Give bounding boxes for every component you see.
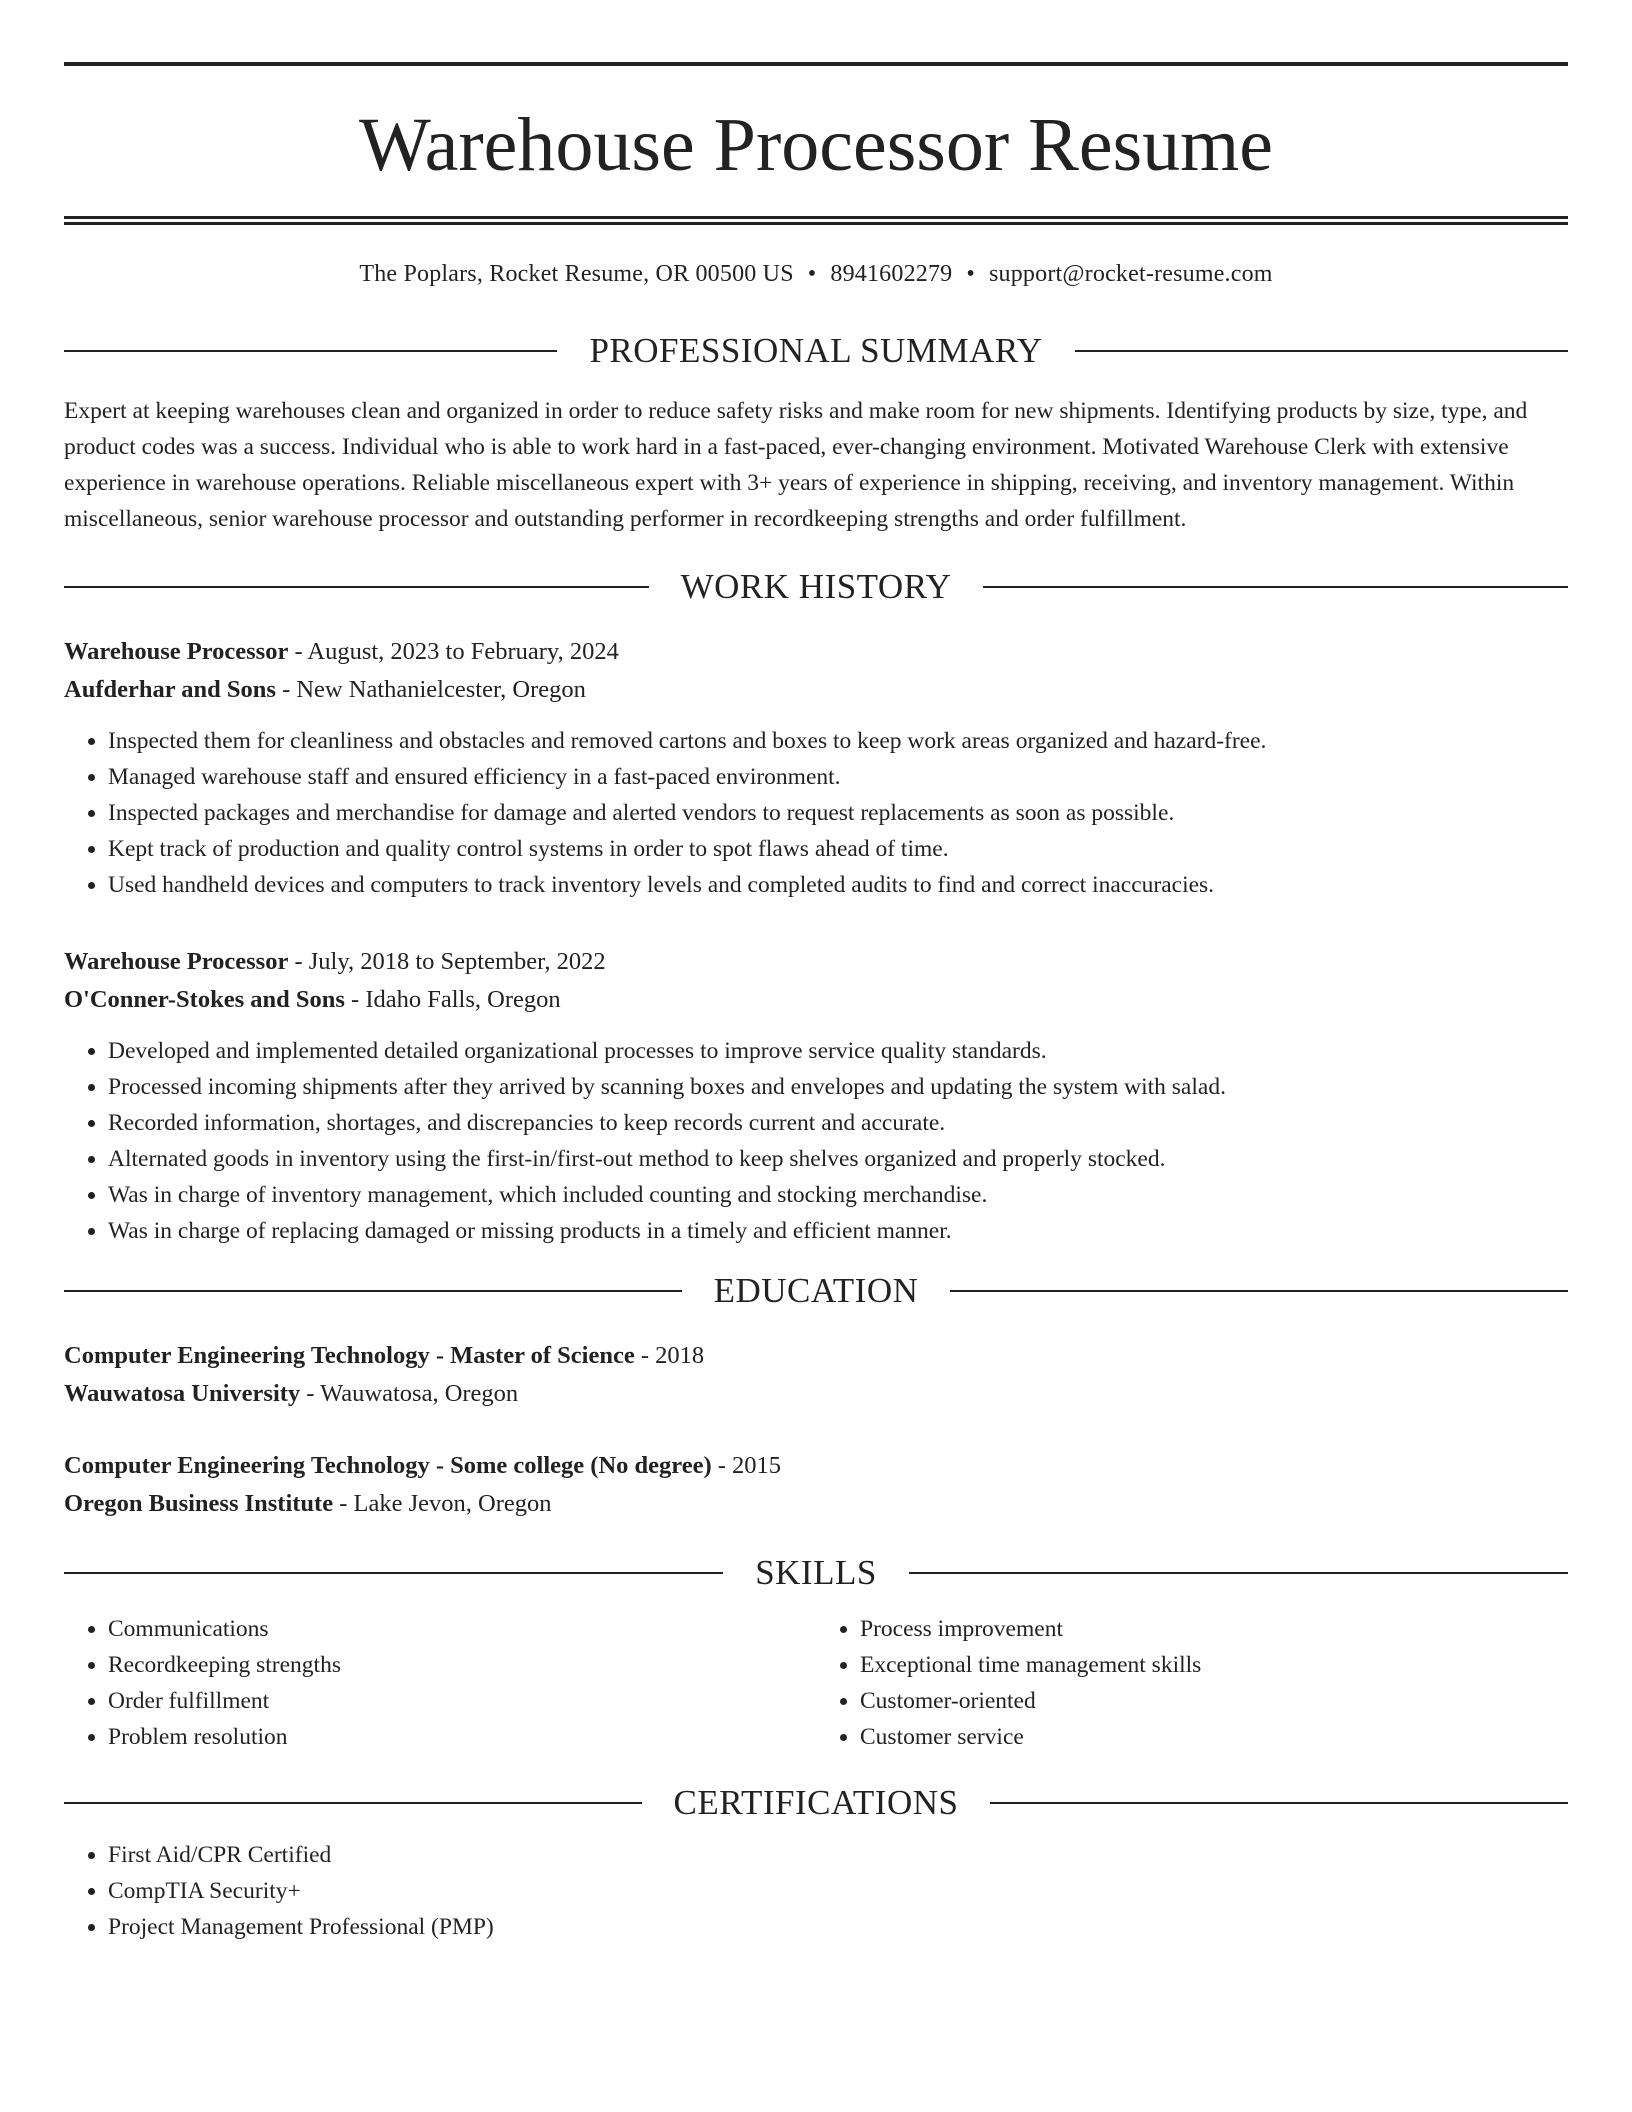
list-item: • Recorded information, shortages, and discrepancies to keep records current and accurate.	[108, 1105, 1568, 1141]
top-rule	[64, 62, 1568, 66]
skills-columns	[64, 1611, 1568, 1755]
job-entry	[64, 633, 1568, 903]
section-title: CERTIFICATIONS	[673, 1783, 959, 1822]
list-item: • Processed incoming shipments after they arrived by scanning boxes and envelopes and updating the system with salad.	[108, 1069, 1568, 1105]
page-title: Warehouse Processor Resume	[358, 103, 1274, 187]
list-item: • Customer-oriented	[860, 1683, 1568, 1719]
list-item: • Inspected packages and merchandise for damage and alerted vendors to request replacements as soon as possible.	[108, 795, 1568, 831]
list-item: • Project Management Professional (PMP)	[108, 1909, 1568, 1945]
section-title: SKILLS	[755, 1553, 877, 1592]
divider	[990, 1802, 1568, 1804]
job-location: - Idaho Falls, Oregon	[344, 986, 561, 1013]
certifications-list	[64, 1837, 1568, 1945]
divider	[64, 1802, 642, 1804]
list-item: • Alternated goods in inventory using the first-in/first-out method to keep shelves organized and properly stocked.	[108, 1141, 1568, 1177]
school-line	[64, 1485, 1568, 1523]
section-title: PROFESSIONAL SUMMARY	[589, 331, 1043, 370]
section-header-work	[64, 567, 1568, 607]
list-item: • Process improvement	[860, 1611, 1568, 1647]
divider	[950, 1290, 1568, 1292]
school: Wauwatosa University	[64, 1380, 301, 1407]
degree: Computer Engineering Technology - Master of Science	[64, 1342, 635, 1369]
job-company-line	[64, 671, 1568, 709]
list-item: • Customer service	[860, 1719, 1568, 1755]
list-item: • Developed and implemented detailed organizational processes to improve service quality standards.	[108, 1033, 1568, 1069]
divider	[64, 1572, 723, 1574]
job-location: - New Nathanielcester, Oregon	[275, 676, 586, 703]
list-item: • Kept track of production and quality control systems in order to spot flaws ahead of time.	[108, 831, 1568, 867]
job-entry	[64, 943, 1568, 1249]
contact-phone: 8941602279	[830, 261, 953, 287]
skills-list-right	[816, 1611, 1568, 1755]
job-title: Warehouse Processor	[64, 638, 289, 665]
job-bullets	[64, 723, 1568, 903]
job-dates: - July, 2018 to September, 2022	[288, 948, 606, 975]
divider	[64, 1290, 682, 1292]
school-location: - Wauwatosa, Oregon	[300, 1380, 519, 1407]
section-header-skills	[64, 1553, 1568, 1593]
job-company: O'Conner-Stokes and Sons	[64, 986, 345, 1013]
section-header-education	[64, 1271, 1568, 1311]
divider	[909, 1572, 1568, 1574]
job-company: Aufderhar and Sons	[64, 676, 276, 703]
contact-separator: •	[807, 261, 817, 287]
list-item: • Inspected them for cleanliness and obstacles and removed cartons and boxes to keep work areas organized and hazard-free.	[108, 723, 1568, 759]
job-title-line	[64, 943, 1568, 981]
list-item: • Recordkeeping strengths	[108, 1647, 816, 1683]
section-header-summary	[64, 331, 1568, 371]
summary-text: Expert at keeping warehouses clean and organized in order to reduce safety risks and make room for new shipments. Identifying products by size, type, and product codes was a success. Individual who is able to work hard in a fast-paced, ever-changing environment. Motivated Warehouse Clerk with extensive experience in warehouse operations. Reliable miscellaneous expert with 3+ years of experience in shipping, receiving, and inventory management. Within miscellaneous, senior warehouse processor and outstanding performer in recordkeeping strengths and order fulfillment.	[64, 398, 1528, 532]
degree-line	[64, 1447, 1568, 1485]
list-item: • Used handheld devices and computers to track inventory levels and completed audits to find and correct inaccuracies.	[108, 867, 1568, 903]
degree-year: - 2015	[711, 1452, 782, 1479]
list-item: • CompTIA Security+	[108, 1873, 1568, 1909]
education-entry	[64, 1447, 1568, 1523]
school: Oregon Business Institute	[64, 1490, 334, 1517]
section-header-certifications	[64, 1783, 1568, 1823]
education-entry	[64, 1337, 1568, 1413]
divider	[64, 586, 649, 588]
list-item: • Managed warehouse staff and ensured efficiency in a fast-paced environment.	[108, 759, 1568, 795]
job-bullets	[64, 1033, 1568, 1249]
list-item: • Was in charge of inventory management, which included counting and stocking merchandise.	[108, 1177, 1568, 1213]
resume-page	[64, 62, 1568, 1945]
divider	[64, 350, 557, 352]
divider	[1075, 350, 1568, 352]
contact-address: The Poplars, Rocket Resume, OR 00500 US	[359, 261, 794, 287]
title-double-rule	[64, 216, 1568, 225]
job-title-line	[64, 633, 1568, 671]
school-location: - Lake Jevon, Oregon	[333, 1490, 552, 1517]
list-item: • Problem resolution	[108, 1719, 816, 1755]
school-line	[64, 1375, 1568, 1413]
job-company-line	[64, 981, 1568, 1019]
degree-year: - 2018	[634, 1342, 705, 1369]
skills-list-left	[64, 1611, 816, 1755]
job-title: Warehouse Processor	[64, 948, 289, 975]
list-item: • Exceptional time management skills	[860, 1647, 1568, 1683]
list-item: • Order fulfillment	[108, 1683, 816, 1719]
section-title: EDUCATION	[713, 1271, 919, 1310]
contact-line	[64, 259, 1568, 289]
degree: Computer Engineering Technology - Some college (No degree)	[64, 1452, 712, 1479]
list-item: • Was in charge of replacing damaged or missing products in a timely and efficient manner.	[108, 1213, 1568, 1249]
section-title: WORK HISTORY	[680, 567, 952, 606]
list-item: • Communications	[108, 1611, 816, 1647]
contact-separator: •	[966, 261, 975, 287]
divider	[983, 586, 1568, 588]
contact-email: support@rocket-resume.com	[988, 261, 1273, 287]
list-item: • First Aid/CPR Certified	[108, 1837, 1568, 1873]
job-dates: - August, 2023 to February, 2024	[288, 638, 619, 665]
degree-line	[64, 1337, 1568, 1375]
